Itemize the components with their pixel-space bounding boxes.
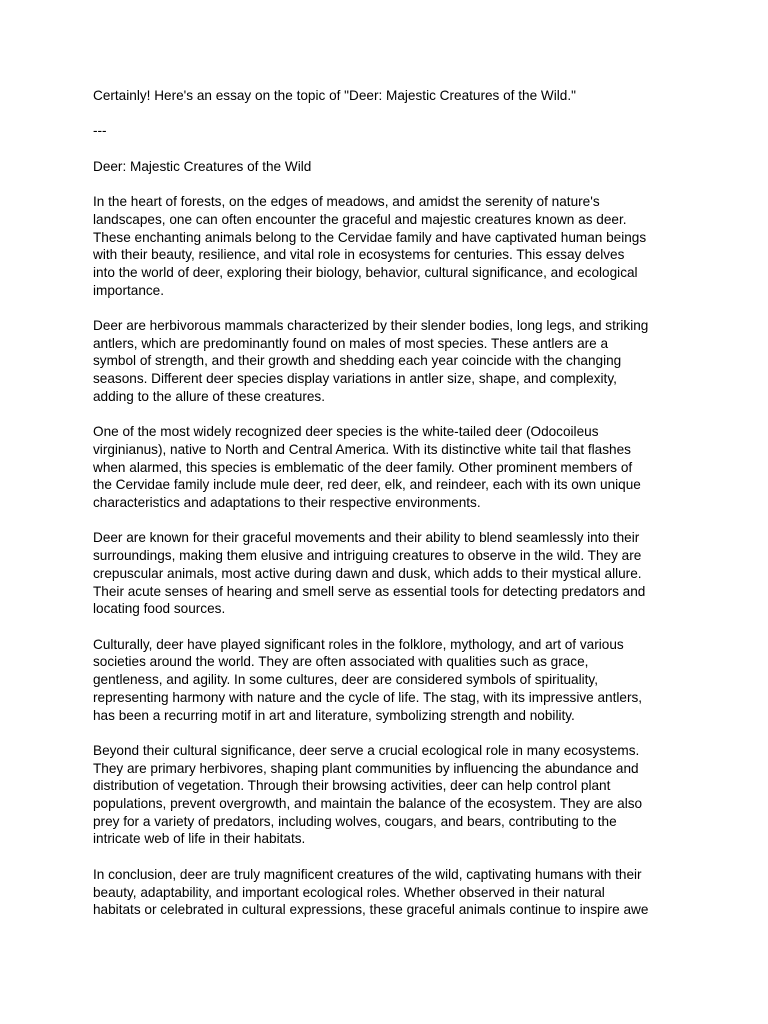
essay-title: Deer: Majestic Creatures of the Wild bbox=[93, 158, 312, 174]
separator-line: --- bbox=[93, 123, 107, 139]
paragraph-species: One of the most widely recognized deer species is the white-tailed deer (Odocoileus virginianus), native to North and Central America. With its distinctive white tail that flashes when alarmed, this species is emblematic of the deer family. Other prominent members of the Cervidae family include mule deer, red deer, elk, and reindeer, each with its own unique characteristics and adaptations to their respective environments. bbox=[93, 424, 641, 511]
paragraph-culture: Culturally, deer have played significant roles in the folklore, mythology, and art of various societies around the world. They are often associated with qualities such as grace, gentleness, and agility. In some cultures, deer are considered symbols of spirituality, representing harmony with nature and the cycle of life. The stag, with its impressive antlers, has been a recurring motif in art and literature, symbolizing strength and nobility. bbox=[93, 636, 643, 723]
paragraph-antlers: Deer are herbivorous mammals characterized by their slender bodies, long legs, and striking antlers, which are predominantly found on males of most species. These antlers are a symbol of strength, and their growth and shedding each year coincide with the changing seasons. Different deer species display variations in antler size, shape, and complexity, adding to the allure of these creatures. bbox=[93, 318, 649, 404]
paragraph-behavior: Deer are known for their graceful movements and their ability to blend seamlessly into their surroundings, making them elusive and intriguing creatures to observe in the wild. They are crepuscular animals, most active during dawn and dusk, which adds to their mystical allure. Their acute senses of hearing and smell serve as essential tools for detecting predators and locating food sources. bbox=[93, 530, 646, 617]
paragraph-ecology: Beyond their cultural significance, deer serve a crucial ecological role in many ecosystems. They are primary herbivores, shaping plant communities by influencing the abundance and distribution of vegetation. Through their browsing activities, deer can help control plant populations, prevent overgrowth, and maintain the balance of the ecosystem. They are also prey for a variety of predators, including wolves, cougars, and bears, contributing to the intricate web of life in their habitats. bbox=[93, 742, 643, 847]
intro-line: Certainly! Here's an essay on the topic of "Deer: Majestic Creatures of the Wild." bbox=[93, 88, 576, 103]
paragraph-conclusion: In conclusion, deer are truly magnificent creatures of the wild, captivating humans with their beauty, adaptability, and important ecological roles. Whether observed in their natural habitats or celebrated in cultural expressions, these graceful animals continue to inspire awe bbox=[93, 866, 649, 918]
document-page bbox=[93, 87, 683, 937]
paragraph-introduction: In the heart of forests, on the edges of meadows, and amidst the serenity of nature's landscapes, one can often encounter the graceful and majestic creatures known as deer. These enchanting animals belong to the Cervidae family and have captivated human beings with their beauty, resilience, and vital role in ecosystems for centuries. This essay delves into the world of deer, exploring their biology, behavior, cultural significance, and ecological importance. bbox=[93, 194, 647, 298]
